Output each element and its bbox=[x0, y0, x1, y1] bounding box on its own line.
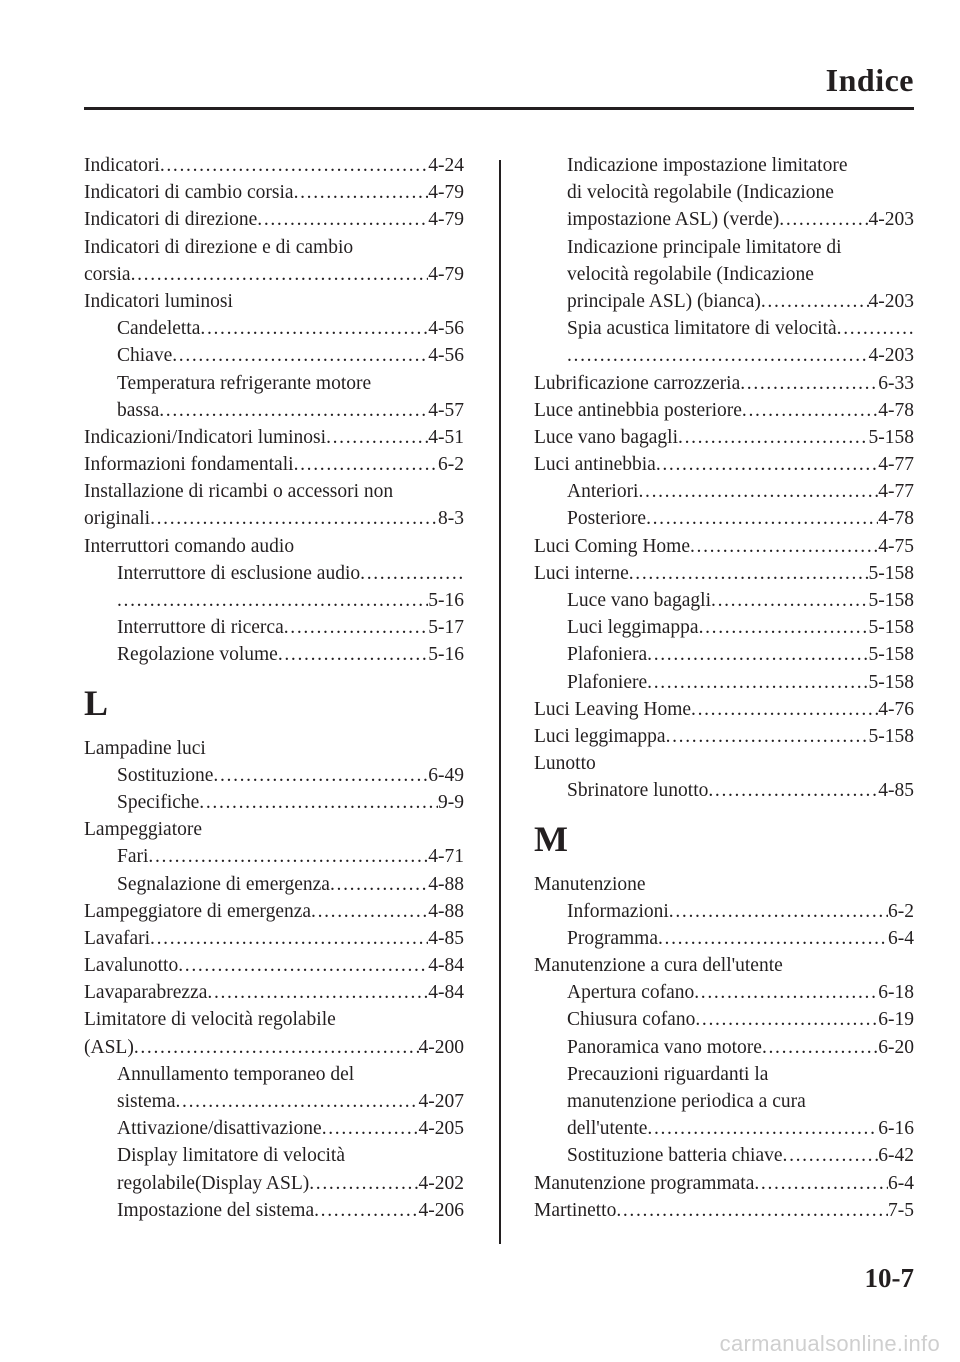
dot-leader bbox=[314, 1197, 418, 1224]
page-reference: 4-56 bbox=[428, 318, 464, 340]
page-reference: 4-88 bbox=[428, 873, 464, 895]
entry-label: Specifiche bbox=[117, 791, 200, 813]
entry-label: Indicatori di cambio corsia bbox=[84, 182, 294, 204]
entry-label: Informazioni fondamentali bbox=[84, 454, 294, 476]
page-reference: 4-202 bbox=[418, 1172, 464, 1194]
index-entry bbox=[534, 370, 914, 397]
dot-leader bbox=[678, 424, 868, 451]
dot-leader bbox=[638, 478, 878, 505]
page-reference: 4-79 bbox=[428, 182, 464, 204]
page-reference: 4-77 bbox=[878, 454, 914, 476]
entry-label: Panoramica vano motore bbox=[567, 1036, 762, 1058]
dot-leader bbox=[695, 1006, 878, 1033]
dot-leader bbox=[322, 1115, 419, 1142]
entry-label: Manutenzione bbox=[534, 873, 646, 895]
entry-label: Plafoniera bbox=[567, 644, 648, 666]
dot-leader bbox=[691, 696, 878, 723]
index-subentry bbox=[534, 669, 914, 696]
index-entry bbox=[84, 234, 464, 261]
index-subentry bbox=[534, 1061, 914, 1088]
dot-leader bbox=[783, 1142, 879, 1169]
index-subentry bbox=[84, 342, 464, 369]
index-subentry bbox=[534, 1088, 914, 1115]
entry-label: originali bbox=[84, 508, 151, 530]
index-column-right bbox=[534, 152, 914, 1224]
entry-label: Interruttori comando audio bbox=[84, 535, 295, 557]
entry-label: Luce vano bagagli bbox=[567, 590, 712, 611]
index-subentry bbox=[534, 1142, 914, 1169]
index-entry bbox=[84, 424, 464, 451]
dot-leader bbox=[159, 397, 428, 424]
index-entry bbox=[84, 505, 464, 532]
page-reference: 4-203 bbox=[868, 345, 914, 367]
entry-label: Lubrificazione carrozzeria bbox=[534, 372, 741, 394]
entry-label: Apertura cofano bbox=[567, 982, 695, 1004]
dot-leader bbox=[616, 1197, 888, 1224]
dot-leader bbox=[199, 789, 438, 816]
page-reference: 5-158 bbox=[868, 562, 914, 584]
dot-leader bbox=[629, 560, 869, 587]
dot-leader bbox=[178, 952, 428, 979]
dot-leader bbox=[150, 925, 428, 952]
entry-label: Manutenzione a cura dell'utente bbox=[534, 955, 783, 977]
page-reference: 6-18 bbox=[878, 982, 914, 1004]
entry-label: Indicazione principale limitatore di bbox=[567, 236, 842, 258]
page-reference: 4-57 bbox=[428, 399, 464, 421]
dot-leader bbox=[658, 925, 888, 952]
index-subentry bbox=[534, 261, 914, 288]
index-entry bbox=[534, 871, 914, 898]
dot-leader bbox=[656, 451, 878, 478]
index-entry bbox=[534, 1170, 914, 1197]
dot-leader bbox=[117, 587, 428, 614]
entry-label: Informazioni bbox=[567, 900, 669, 922]
entry-label: Precauzioni riguardanti la bbox=[567, 1063, 769, 1085]
entry-label: Sostituzione batteria chiave bbox=[567, 1145, 783, 1167]
dot-leader bbox=[284, 614, 429, 641]
index-entry bbox=[84, 261, 464, 288]
index-subentry bbox=[534, 288, 914, 315]
dot-leader bbox=[761, 288, 869, 315]
dot-leader bbox=[160, 152, 428, 179]
index-subentry bbox=[534, 1006, 914, 1033]
index-entry bbox=[84, 533, 464, 560]
index-subentry bbox=[84, 1061, 464, 1088]
entry-label: Programma bbox=[567, 927, 658, 949]
entry-label: Annullamento temporaneo del bbox=[117, 1063, 355, 1085]
dot-leader bbox=[647, 1115, 878, 1142]
page-reference: 6-42 bbox=[878, 1145, 914, 1167]
index-subentry bbox=[84, 1197, 464, 1224]
page-reference: 4-88 bbox=[428, 900, 464, 922]
index-subentry bbox=[84, 641, 464, 668]
section-letter: L bbox=[84, 682, 109, 723]
dot-leader bbox=[176, 1088, 419, 1115]
entry-label: Attivazione/disattivazione bbox=[117, 1118, 322, 1140]
index-entry bbox=[534, 424, 914, 451]
entry-label: Luce antinebbia posteriore bbox=[534, 399, 742, 421]
dot-leader bbox=[567, 342, 869, 369]
dot-leader bbox=[740, 370, 878, 397]
page-reference: 4-85 bbox=[878, 780, 914, 802]
entry-label: Posteriore bbox=[567, 508, 647, 530]
entry-label: principale ASL) (bianca) bbox=[567, 290, 761, 312]
entry-label: Lunotto bbox=[534, 753, 596, 775]
entry-label: Lavalunotto bbox=[84, 955, 179, 977]
index-subentry bbox=[84, 1142, 464, 1169]
entry-label: Lampadine luci bbox=[84, 737, 206, 759]
index-subentry bbox=[84, 370, 464, 397]
index-entry bbox=[84, 179, 464, 206]
page-reference: 4-203 bbox=[868, 290, 914, 312]
entry-label: velocità regolabile (Indicazione bbox=[567, 263, 814, 285]
page-reference: 6-33 bbox=[878, 372, 914, 394]
index-subentry bbox=[84, 843, 464, 870]
page-reference: 4-207 bbox=[418, 1091, 464, 1112]
index-entry bbox=[534, 952, 914, 979]
dot-leader bbox=[837, 315, 914, 342]
page-reference: 4-85 bbox=[428, 927, 464, 949]
entry-label: Luci leggimappa bbox=[567, 617, 699, 639]
dot-leader bbox=[309, 1170, 418, 1197]
entry-label: Luci leggimappa bbox=[534, 725, 666, 747]
entry-label: Lampeggiatore bbox=[84, 819, 203, 841]
dot-leader bbox=[762, 1034, 878, 1061]
entry-label: Plafoniere bbox=[567, 671, 648, 693]
index-subentry bbox=[84, 1170, 464, 1197]
dot-leader bbox=[779, 206, 868, 233]
dot-leader bbox=[647, 641, 868, 668]
index-subentry bbox=[534, 505, 914, 532]
dot-leader bbox=[311, 898, 428, 925]
dot-leader bbox=[742, 397, 878, 424]
page-reference: 8-3 bbox=[438, 508, 464, 530]
page-reference: 4-71 bbox=[428, 846, 464, 868]
dot-leader bbox=[131, 261, 429, 288]
index-entry bbox=[84, 979, 464, 1006]
index-entry bbox=[84, 288, 464, 315]
page-reference: 4-56 bbox=[428, 345, 464, 367]
index-entry bbox=[84, 451, 464, 478]
page-reference: 4-78 bbox=[878, 399, 914, 421]
entry-label: Sbrinatore lunotto bbox=[567, 780, 709, 802]
entry-label: sistema bbox=[117, 1091, 176, 1112]
dot-leader bbox=[711, 587, 868, 614]
entry-label: Anteriori bbox=[567, 481, 639, 503]
entry-label: (ASL) bbox=[84, 1036, 134, 1058]
title-rule bbox=[84, 107, 914, 110]
entry-label: Candeletta bbox=[117, 318, 201, 340]
index-entry bbox=[534, 1197, 914, 1224]
dot-leader bbox=[294, 179, 429, 206]
dot-leader bbox=[326, 424, 428, 451]
dot-leader bbox=[669, 898, 888, 925]
entry-label: Luci antinebbia bbox=[534, 454, 656, 476]
page-reference: 6-4 bbox=[888, 1172, 914, 1194]
dot-leader bbox=[134, 1034, 419, 1061]
entry-label: Spia acustica limitatore di velocità bbox=[567, 318, 837, 340]
index-subentry bbox=[534, 1034, 914, 1061]
dot-leader bbox=[646, 505, 878, 532]
page-reference: 5-17 bbox=[428, 617, 464, 639]
dot-leader bbox=[213, 762, 428, 789]
page-reference: 7-5 bbox=[888, 1199, 914, 1221]
entry-label: Segnalazione di emergenza bbox=[117, 873, 330, 895]
dot-leader bbox=[690, 533, 878, 560]
index-entry bbox=[534, 560, 914, 587]
index-subentry bbox=[534, 925, 914, 952]
entry-label: regolabile(Display ASL) bbox=[117, 1172, 310, 1194]
entry-label: Chiusura cofano bbox=[567, 1009, 696, 1031]
dot-leader bbox=[699, 614, 869, 641]
index-entry bbox=[84, 816, 464, 843]
page-reference: 4-76 bbox=[878, 698, 914, 720]
dot-leader bbox=[200, 315, 428, 342]
page-reference: 6-2 bbox=[888, 900, 914, 922]
page-reference: 5-158 bbox=[868, 671, 914, 693]
index-entry bbox=[534, 723, 914, 750]
page-reference: 5-16 bbox=[428, 644, 464, 666]
index-subentry bbox=[84, 1088, 464, 1115]
page-title: Indice bbox=[825, 62, 914, 98]
index-entry bbox=[84, 478, 464, 505]
index-subentry bbox=[84, 587, 464, 614]
dot-leader bbox=[708, 777, 878, 804]
entry-label: bassa bbox=[117, 399, 160, 421]
entry-label: Fari bbox=[117, 846, 149, 868]
entry-label: Display limitatore di velocità bbox=[117, 1145, 345, 1167]
dot-leader bbox=[754, 1170, 888, 1197]
page-reference: 4-79 bbox=[428, 263, 464, 285]
index-entry bbox=[534, 750, 914, 777]
entry-label: Temperatura refrigerante motore bbox=[117, 372, 372, 394]
index-subentry bbox=[84, 1115, 464, 1142]
entry-label: Indicatori di direzione e di cambio bbox=[84, 236, 354, 258]
index-subentry bbox=[84, 560, 464, 587]
entry-label: Luci interne bbox=[534, 562, 629, 584]
index-subentry bbox=[534, 152, 914, 179]
index-subentry bbox=[534, 1115, 914, 1142]
index-entry bbox=[84, 735, 464, 762]
page-reference: 5-158 bbox=[868, 590, 914, 611]
dot-leader bbox=[150, 505, 438, 532]
entry-label: Lavaparabrezza bbox=[84, 982, 208, 1004]
watermark: carmanualsonline.info bbox=[719, 1331, 940, 1356]
page-reference: 6-2 bbox=[438, 454, 464, 476]
index-entry bbox=[84, 952, 464, 979]
index-subentry bbox=[534, 641, 914, 668]
index-entry bbox=[84, 1034, 464, 1061]
page-reference: 6-16 bbox=[878, 1118, 914, 1140]
entry-label: Chiave bbox=[117, 345, 173, 367]
entry-label: manutenzione periodica a cura bbox=[567, 1091, 806, 1112]
entry-label: impostazione ASL) (verde) bbox=[567, 209, 780, 231]
page-reference: 6-49 bbox=[428, 764, 464, 786]
page-reference: 4-203 bbox=[868, 209, 914, 231]
entry-label: Luci Leaving Home bbox=[534, 698, 692, 720]
page-reference: 5-158 bbox=[868, 644, 914, 666]
index-entry bbox=[84, 925, 464, 952]
page-number: 10-7 bbox=[864, 1263, 914, 1293]
entry-label: Lampeggiatore di emergenza bbox=[84, 900, 312, 922]
page-reference: 4-206 bbox=[418, 1199, 464, 1221]
entry-label: Lavafari bbox=[84, 927, 151, 949]
entry-label: Regolazione volume bbox=[117, 644, 278, 666]
dot-leader bbox=[330, 871, 428, 898]
index-subentry bbox=[534, 979, 914, 1006]
page-reference: 5-158 bbox=[868, 426, 914, 448]
entry-label: Interruttore di ricerca bbox=[117, 617, 284, 639]
section-letter: M bbox=[534, 818, 568, 859]
index-subentry bbox=[84, 315, 464, 342]
index-subentry bbox=[84, 614, 464, 641]
dot-leader bbox=[294, 451, 438, 478]
entry-label: corsia bbox=[84, 263, 131, 285]
index-subentry bbox=[534, 342, 914, 369]
column-divider bbox=[499, 160, 501, 1244]
page-reference: 5-158 bbox=[868, 725, 914, 747]
page-reference: 4-75 bbox=[878, 535, 914, 557]
index-entry bbox=[534, 696, 914, 723]
index-subentry bbox=[84, 789, 464, 816]
page-reference: 6-4 bbox=[888, 927, 914, 949]
entry-label: dell'utente bbox=[567, 1118, 648, 1140]
index-subentry bbox=[534, 478, 914, 505]
page-reference: 4-200 bbox=[418, 1036, 464, 1058]
index-subentry bbox=[534, 234, 914, 261]
dot-leader bbox=[666, 723, 869, 750]
dot-leader bbox=[360, 560, 464, 587]
entry-label: Luce vano bagagli bbox=[534, 426, 679, 448]
index-subentry bbox=[534, 614, 914, 641]
index-subentry bbox=[534, 777, 914, 804]
dot-leader bbox=[694, 979, 878, 1006]
page-reference: 5-16 bbox=[428, 590, 464, 611]
index-entry bbox=[84, 152, 464, 179]
entry-label: Impostazione del sistema bbox=[117, 1199, 315, 1221]
index-subentry bbox=[534, 315, 914, 342]
entry-label: Indicatori bbox=[84, 155, 160, 176]
index-subentry bbox=[534, 179, 914, 206]
entry-label: Sostituzione bbox=[117, 764, 214, 786]
page-reference: 6-19 bbox=[878, 1009, 914, 1031]
page-reference: 4-78 bbox=[878, 508, 914, 530]
dot-leader bbox=[148, 843, 428, 870]
index-entry bbox=[84, 1006, 464, 1033]
page-reference: 5-158 bbox=[868, 617, 914, 639]
dot-leader bbox=[172, 342, 428, 369]
dot-leader bbox=[207, 979, 428, 1006]
page-reference: 4-51 bbox=[428, 426, 464, 448]
entry-label: Limitatore di velocità regolabile bbox=[84, 1009, 336, 1031]
entry-label: Indicazione impostazione limitatore bbox=[567, 155, 848, 176]
entry-label: Manutenzione programmata bbox=[534, 1172, 755, 1194]
page-reference: 4-84 bbox=[428, 955, 464, 977]
entry-label: Indicazioni/Indicatori luminosi bbox=[84, 426, 327, 448]
entry-label: Installazione di ricambi o accessori non bbox=[84, 481, 394, 503]
index-subentry bbox=[534, 206, 914, 233]
index-entry bbox=[84, 206, 464, 233]
index-entry bbox=[84, 898, 464, 925]
page-reference: 4-77 bbox=[878, 481, 914, 503]
index-entry bbox=[534, 533, 914, 560]
index-subentry bbox=[534, 898, 914, 925]
entry-label: Indicatori luminosi bbox=[84, 290, 233, 312]
page-reference: 6-20 bbox=[878, 1036, 914, 1058]
entry-label: Interruttore di esclusione audio bbox=[117, 562, 361, 584]
dot-leader bbox=[257, 206, 428, 233]
page-reference: 4-205 bbox=[418, 1118, 464, 1140]
entry-label: Luci Coming Home bbox=[534, 535, 690, 557]
entry-label: Martinetto bbox=[534, 1199, 617, 1221]
index-entry bbox=[534, 451, 914, 478]
entry-label: Indicatori di direzione bbox=[84, 209, 258, 231]
dot-leader bbox=[647, 669, 868, 696]
page-reference: 4-79 bbox=[428, 209, 464, 231]
entry-label: di velocità regolabile (Indicazione bbox=[567, 182, 834, 204]
index-entry bbox=[534, 397, 914, 424]
page-reference: 9-9 bbox=[438, 791, 464, 813]
dot-leader bbox=[278, 641, 428, 668]
index-column-left bbox=[84, 152, 464, 1224]
page-reference: 4-24 bbox=[428, 155, 464, 176]
index-subentry bbox=[84, 762, 464, 789]
index-subentry bbox=[84, 871, 464, 898]
page-reference: 4-84 bbox=[428, 982, 464, 1004]
index-subentry bbox=[534, 587, 914, 614]
index-subentry bbox=[84, 397, 464, 424]
